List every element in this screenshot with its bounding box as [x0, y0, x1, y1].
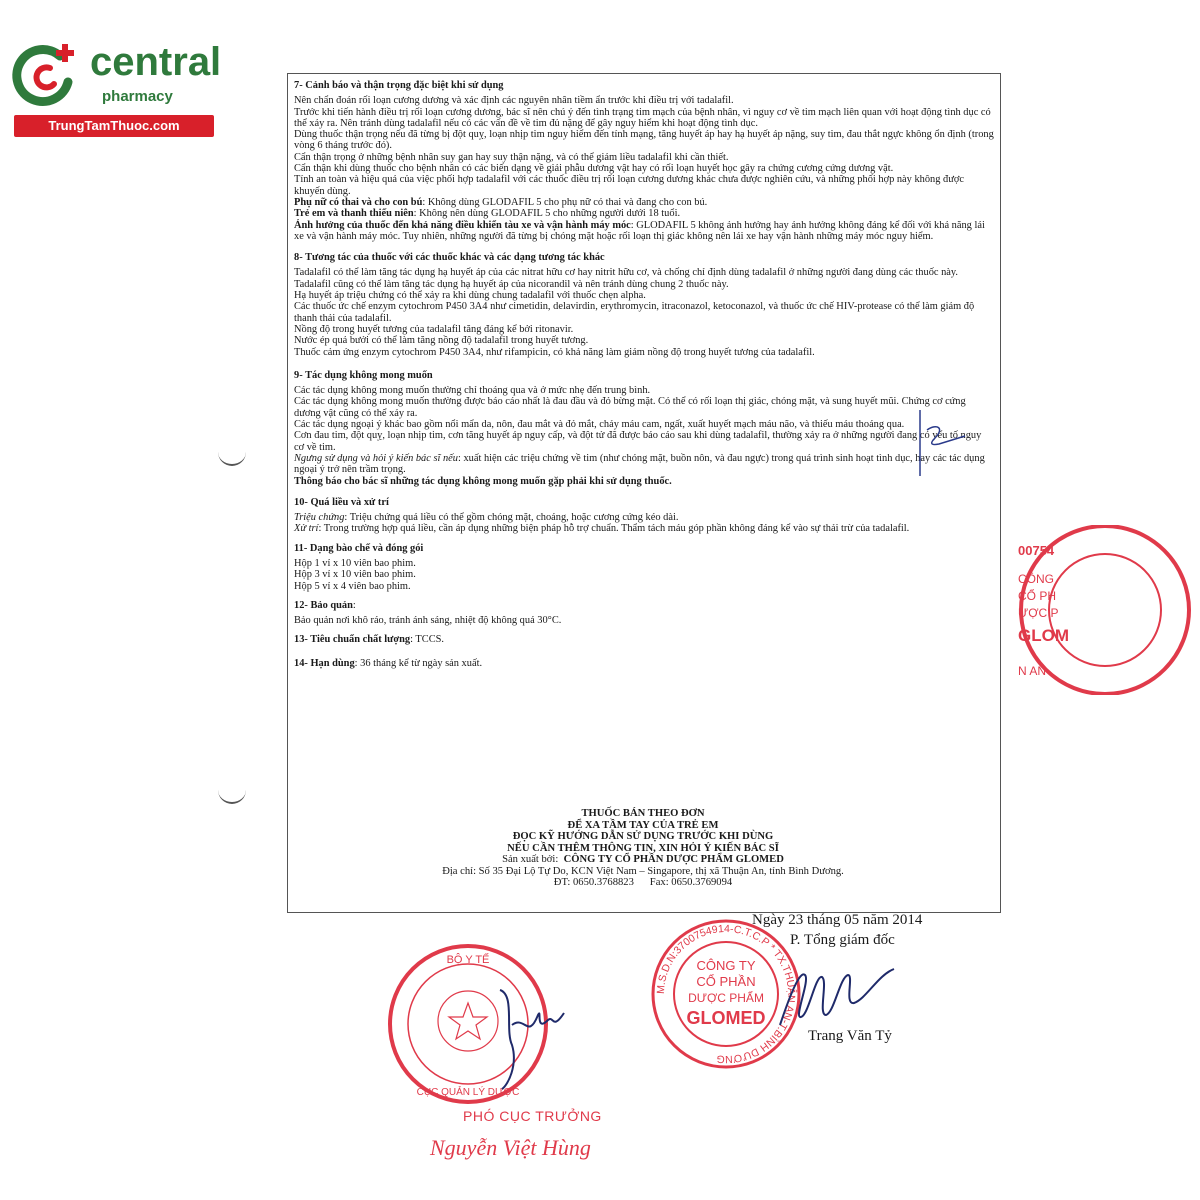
document-footer	[287, 808, 999, 889]
footer-maker	[287, 854, 999, 866]
paragraph: Hộp 5 vỉ x 4 viên bao phim.	[294, 580, 411, 592]
label: Phụ nữ có thai và cho con bú	[294, 196, 423, 208]
deputy-name: Nguyễn Việt Hùng	[430, 1135, 591, 1160]
paragraph: Cẩn thận khi dùng thuốc cho bệnh nhân có các biến dạng về giải phẫu dương vật hay có rối loạn huyết học gây ra chứng cương cứng dương vật.	[294, 163, 894, 175]
director-name: Trang Văn Tỷ	[808, 1028, 892, 1044]
paragraph: Các tác dụng không mong muốn thường được báo cáo nhất là đau đầu và đỏ bừng mặt. Có thể có rối loạn thị giác, chóng mặt, và sung huyết mũi. Chứng cơ cứng dương vật cũng có thể xảy ra.	[294, 396, 966, 419]
director-signature-icon	[770, 955, 900, 1035]
paragraph: Thông báo cho bác sĩ những tác dụng không mong muốn gặp phải khi sử dụng thuốc.	[294, 475, 672, 487]
label: Xử trí	[294, 523, 319, 535]
pharmacy-logo-icon	[10, 38, 82, 110]
initials-signature-icon	[905, 408, 975, 478]
brand-logo	[10, 38, 220, 138]
paragraph: Cơn đau tim, đột quỵ, loạn nhịp tim, cơn tăng huyết áp nguy cấp, và đột tử đã được báo cáo sau khi dùng tadalafil, thường xảy ra ở những người đang có yếu tố nguy cơ về tim.	[294, 430, 982, 453]
text: : Không dùng GLODAFIL 5 cho phụ nữ có thai và đang cho con bú.	[422, 196, 708, 208]
text: : GLODAFIL 5 không ảnh hưởng hay ảnh hưởng không đáng kể đối với khả năng lái xe và vận hành máy móc. Tuy nhiên, những người đã từng bị chóng mặt hoặc rối loạn thị giác không nên lái xe hay vận hành những máy móc nguy hiểm.	[294, 219, 985, 242]
paragraph: Tadalafil cũng có thể làm tăng tác dụng hạ huyết áp của nicorandil và nên tránh dùng chung 2 thuốc này.	[294, 278, 729, 290]
document-body	[294, 80, 994, 673]
stamp-text: DƯỢC PHẨM	[688, 991, 764, 1005]
brand-subtitle: pharmacy	[102, 88, 173, 105]
paragraph: Nên chẩn đoán rối loạn cương dương và xác định các nguyên nhân tiềm ẩn trước khi điều trị với tadalafil.	[294, 95, 734, 107]
label: Ảnh hưởng của thuốc đến khả năng điều khiển tàu xe và vận hành máy móc	[294, 219, 631, 231]
paragraph	[294, 453, 994, 476]
label: Triệu chứng	[294, 512, 345, 524]
footer-line: NẾU CẦN THÊM THÔNG TIN, XIN HỎI Ý KIẾN BÁC SĨ	[507, 842, 779, 854]
paragraph: Thuốc cảm ứng enzym cytochrom P450 3A4, như rifampicin, có khả năng làm giảm nồng độ trong huyết tương của tadalafil.	[294, 346, 815, 358]
section-title	[294, 634, 994, 645]
stamp-text: CỔ PHẦN	[696, 974, 756, 989]
brand-name: central	[90, 40, 222, 84]
section-title-suffix: : TCCS.	[410, 634, 445, 646]
section-title: 9- Tác dụng không mong muốn	[294, 369, 433, 381]
deputy-signature-icon	[490, 985, 570, 1095]
section-title: 7- Cảnh báo và thận trọng đặc biệt khi sử dụng	[294, 80, 504, 91]
section-title: 8- Tương tác của thuốc với các thuốc khác và các dạng tương tác khác	[294, 252, 605, 264]
stamp-ring-text: M.S.D.N:3700754914-C.T.C.P * TX.THUẬN AN-T.BÌNH DƯƠNG	[654, 922, 798, 1066]
paragraph: Trước khi tiến hành điều trị rối loạn cương dương, bác sĩ nên chú ý đến tình trạng tim mạch của bệnh nhân, vì nguy cơ về tim mạch liên quan với hoạt động tình dục có thể xảy ra. Nên tránh dùng tadalafil nếu có các vấn đề về tim đủ nặng để gây nguy hiểm khi hoạt động tình dục.	[294, 106, 991, 129]
maker-name: CÔNG TY CỔ PHẦN DƯỢC PHẨM GLOMED	[563, 854, 784, 865]
paragraph	[294, 208, 994, 219]
stamp-text: CỔ PH	[1018, 589, 1057, 603]
deputy-title: PHÓ CỤC TRƯỞNG	[463, 1108, 602, 1124]
approval-position: P. Tổng giám đốc	[790, 932, 895, 948]
maker-label: Sản xuất bởi:	[502, 854, 559, 865]
national-emblem-icon	[438, 991, 498, 1051]
text: : Không nên dùng GLODAFIL 5 cho những người dưới 18 tuổi.	[413, 208, 681, 220]
section-title-suffix: :	[352, 599, 356, 611]
paragraph: Cẩn thận trọng ở những bệnh nhân suy gan hay suy thận nặng, và có thể giảm liều tadalafil khi cần thiết.	[294, 151, 729, 163]
stamp-text: GLOM	[1018, 626, 1069, 645]
company-stamp-edge	[1010, 525, 1200, 695]
paragraph: Dùng thuốc thận trọng nếu đã từng bị đột quỵ, loạn nhịp tim nguy hiểm đến tính mạng, tăng huyết áp hay hạ huyết áp nặng, suy tim, đau thắt ngực không ổn định (trong vòng 6 tháng trước đó).	[294, 129, 994, 152]
section-title	[294, 600, 994, 611]
binder-hole	[218, 452, 246, 466]
paragraph: Các tác dụng ngoại ý khác bao gồm nổi mẩn da, nôn, đau mắt và đỏ mắt, chảy máu cam, ngất, xuất huyết mạch máu não, và thiếu máu thoáng qua.	[294, 419, 905, 431]
paragraph	[294, 220, 994, 243]
approval-date: Ngày 23 tháng 05 năm 2014	[752, 912, 923, 928]
label: Trẻ em và thanh thiếu niên	[294, 208, 414, 220]
paragraph	[294, 197, 994, 208]
paragraph: Các thuốc ức chế enzym cytochrom P450 3A4 như cimetidin, delavirdin, erythromycin, itraconazol, ketoconazol, và thuốc ức chế HIV-protease có thể làm giảm độ thanh thải của tadalafil.	[294, 301, 975, 324]
phone: ĐT: 0650.3768823	[553, 877, 634, 888]
brand-url: TrungTamThuoc.com	[14, 115, 214, 137]
binder-hole	[218, 790, 246, 804]
text: : Triệu chứng quá liều có thể gồm chóng mặt, choáng, hoặc cương cứng kéo dài.	[344, 512, 679, 524]
footer-address: Địa chỉ: Số 35 Đại Lộ Tự Do, KCN Việt Nam – Singapore, thị xã Thuận An, tỉnh Bình Dương.	[442, 865, 844, 877]
footer-contacts	[287, 877, 999, 889]
label: Ngưng sử dụng và hỏi ý kiến bác sĩ nếu	[294, 452, 458, 464]
paragraph: Nồng độ trong huyết tương của tadalafil tăng đáng kể bởi ritonavir.	[294, 323, 574, 335]
section-title-suffix: : 36 tháng kể từ ngày sản xuất.	[354, 657, 483, 669]
fax: Fax: 0650.3769094	[649, 877, 733, 888]
section-title-text: 14- Hạn dùng	[294, 657, 355, 669]
paragraph: Tính an toàn và hiệu quả của việc phối hợp tadalafil với các thuốc điều trị rối loạn cương dương khác chưa được nghiên cứu, và những phối hợp này không được khuyến dùng.	[294, 174, 964, 197]
stamp-text: 00754	[1018, 543, 1055, 558]
footer-line: ĐỂ XA TẦM TAY CỦA TRẺ EM	[567, 819, 719, 831]
text: : xuất hiện các triệu chứng về tim (như chóng mặt, buồn nôn, và đau ngực) trong quá trình sinh hoạt tình dục, hay các tác dụng ngoại ý trở nên trầm trọng.	[294, 452, 985, 476]
section-title-text: 12- Bảo quản	[294, 599, 353, 611]
section-title: 10- Quá liều và xử trí	[294, 496, 389, 508]
stamp-text: ƯỢC P	[1018, 606, 1059, 620]
paragraph: Hạ huyết áp triệu chứng có thể xảy ra khi dùng chung tadalafil với thuốc chẹn alpha.	[294, 290, 646, 302]
section-title	[294, 658, 994, 669]
stamp-text: N AN	[1018, 664, 1047, 678]
footer-line: ĐỌC KỸ HƯỚNG DẪN SỬ DỤNG TRƯỚC KHI DÙNG	[512, 831, 774, 842]
paragraph	[294, 523, 994, 534]
text: : Trong trường hợp quá liều, cần áp dụng những biện pháp hỗ trợ chuẩn. Thẩm tách máu góp phần không đáng kể vào sự thải trừ của tadalafil.	[318, 523, 910, 535]
paragraph: Bảo quản nơi khô ráo, tránh ánh sáng, nhiệt độ không quá 30°C.	[294, 615, 562, 627]
paragraph	[294, 512, 994, 523]
paragraph: Nước ép quả bưởi có thể làm tăng nồng độ tadalafil trong huyết tương.	[294, 335, 589, 347]
section-title-text: 13- Tiêu chuẩn chất lượng	[294, 634, 411, 646]
stamp-text: CỤC QUẢN LÝ DƯỢC	[416, 1087, 520, 1098]
paragraph: Hộp 1 vỉ x 10 viên bao phim.	[294, 557, 416, 569]
stamp-text: GLOMED	[686, 1008, 766, 1028]
paragraph: Hộp 3 vỉ x 10 viên bao phim.	[294, 569, 416, 581]
paragraph: Các tác dụng không mong muốn thường chỉ thoáng qua và ở mức nhẹ đến trung bình.	[294, 385, 651, 397]
footer-line: THUỐC BÁN THEO ĐƠN	[581, 808, 705, 819]
stamp-text: CÔNG TY	[696, 958, 756, 973]
stamp-text: CÔNG	[1018, 572, 1054, 586]
section-title: 11- Dạng bào chế và đóng gói	[294, 542, 424, 554]
paragraph: Tadalafil có thể làm tăng tác dụng hạ huyết áp của các nitrat hữu cơ hay nitrit hữu cơ, và chống chỉ định dùng tadalafil ở những người đang dùng các thuốc này.	[294, 267, 959, 279]
stamp-text: BỘ Y TẾ	[446, 954, 490, 966]
